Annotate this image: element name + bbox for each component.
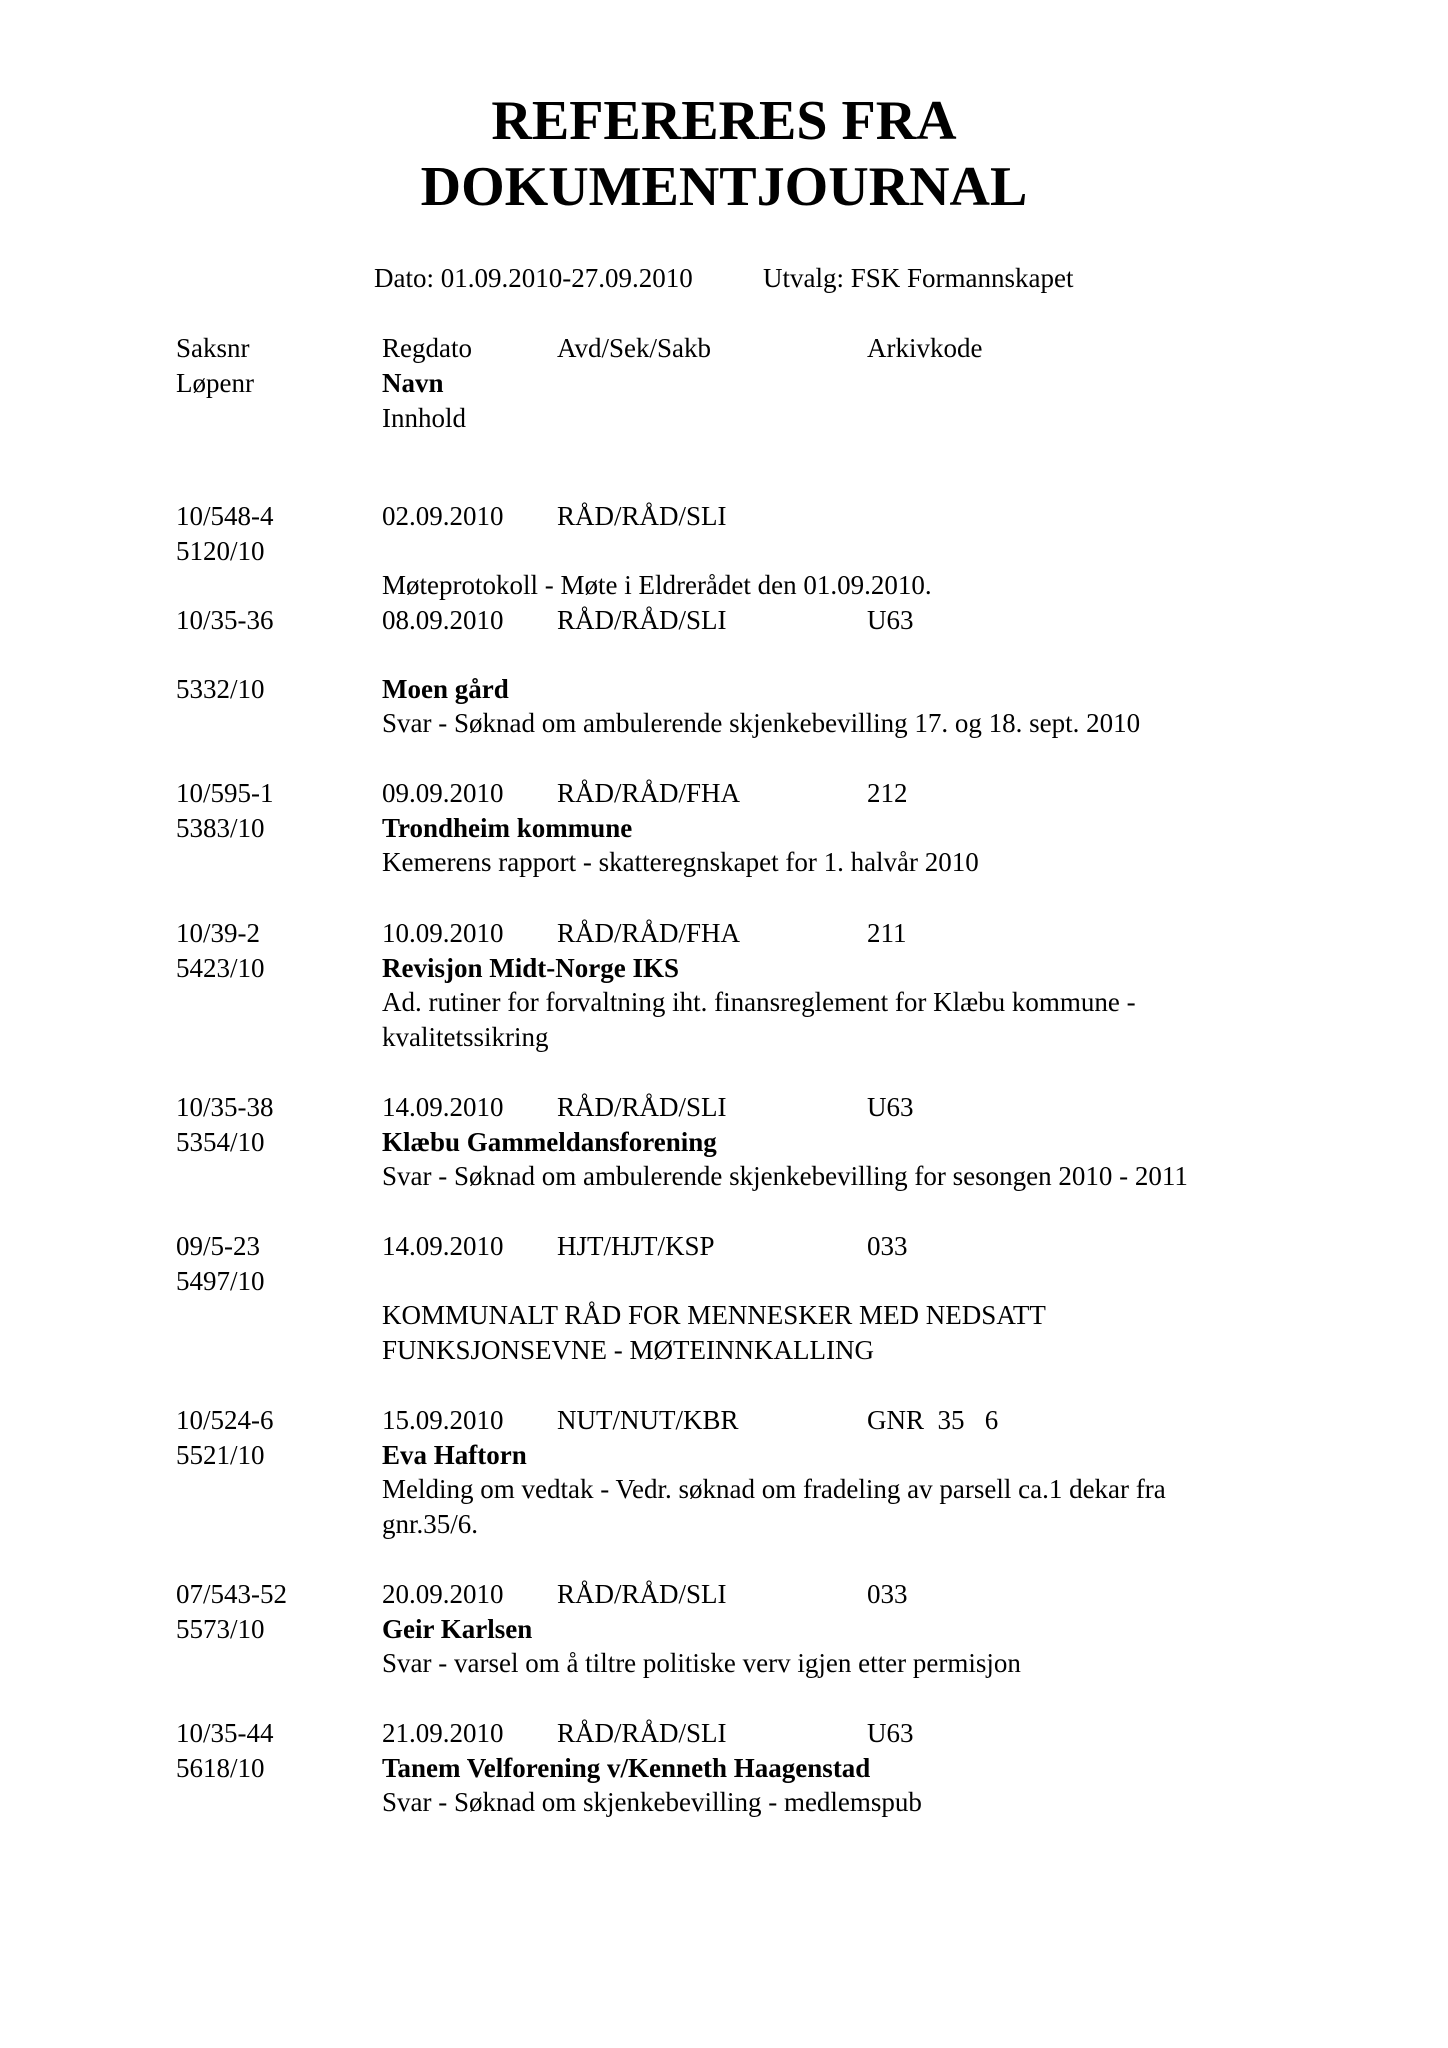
header-avd: Avd/Sek/Sakb (557, 333, 711, 363)
entry-arkivkode: U63 (867, 1718, 914, 1748)
entry-saksnr: 07/543-52 (176, 1579, 287, 1609)
entry-innhold: Svar - Søknad om skjenkebevilling - medlemspub (382, 1787, 922, 1817)
entry-innhold: Ad. rutiner for forvaltning iht. finansreglement for Klæbu kommune - kvalitetssikring (382, 987, 1136, 1052)
header-innhold: Innhold (382, 403, 466, 433)
entry-avd: RÅD/RÅD/SLI (557, 1579, 727, 1609)
entry-lopenr: 5354/10 (176, 1127, 265, 1157)
entry-lopenr: 5383/10 (176, 813, 265, 843)
entry-lopenr: 5618/10 (176, 1753, 265, 1783)
committee: Utvalg: FSK Formannskapet (763, 263, 1074, 293)
entry-regdato: 15.09.2010 (382, 1405, 504, 1435)
header-navn: Navn (382, 368, 444, 398)
entry-avd: RÅD/RÅD/FHA (557, 778, 741, 808)
entry-navn: Revisjon Midt-Norge IKS (382, 953, 679, 983)
entry-innhold: Svar - Søknad om ambulerende skjenkebevilling for sesongen 2010 - 2011 (382, 1161, 1188, 1191)
entry-navn: Eva Haftorn (382, 1440, 527, 1470)
entry-saksnr: 10/524-6 (176, 1405, 274, 1435)
entry-lopenr: 5573/10 (176, 1614, 265, 1644)
entry-lopenr: 5497/10 (176, 1266, 265, 1296)
entry-saksnr: 10/35-38 (176, 1092, 274, 1122)
entry-arkivkode: 033 (867, 1579, 908, 1609)
entry-navn: Moen gård (382, 674, 509, 704)
header-arkivkode: Arkivkode (867, 333, 983, 363)
entry-avd: NUT/NUT/KBR (557, 1405, 739, 1435)
entry-innhold: Kemerens rapport - skatteregnskapet for 1. halvår 2010 (382, 847, 979, 877)
entry-regdato: 10.09.2010 (382, 918, 504, 948)
entry-regdato: 21.09.2010 (382, 1718, 504, 1748)
entry-navn: Trondheim kommune (382, 813, 633, 843)
entry-regdato: 14.09.2010 (382, 1231, 504, 1261)
entry-avd: RÅD/RÅD/SLI (557, 605, 727, 635)
entry-regdato: 08.09.2010 (382, 605, 504, 635)
entry-saksnr: 10/35-36 (176, 605, 274, 635)
entry-arkivkode: U63 (867, 1092, 914, 1122)
header-saksnr: Saksnr (176, 333, 250, 363)
entry-arkivkode: U63 (867, 605, 914, 635)
entry-innhold: Melding om vedtak - Vedr. søknad om fradeling av parsell ca.1 dekar fra gnr.35/6. (382, 1474, 1166, 1539)
entry-regdato: 09.09.2010 (382, 778, 504, 808)
entry-innhold: Svar - varsel om å tiltre politiske verv igjen etter permisjon (382, 1648, 1021, 1678)
entry-avd: RÅD/RÅD/SLI (557, 1092, 727, 1122)
header-regdato: Regdato (382, 333, 472, 363)
entry-saksnr: 10/35-44 (176, 1718, 274, 1748)
entry-innhold: KOMMUNALT RÅD FOR MENNESKER MED NEDSATT FUNKSJONSEVNE - MØTEINNKALLING (382, 1300, 1046, 1365)
entry-arkivkode: 211 (867, 918, 907, 948)
entry-saksnr: 10/548-4 (176, 501, 274, 531)
entry-saksnr: 10/595-1 (176, 778, 274, 808)
entry-avd: RÅD/RÅD/SLI (557, 1718, 727, 1748)
date-range: Dato: 01.09.2010-27.09.2010 (374, 263, 693, 293)
entry-avd: RÅD/RÅD/SLI (557, 501, 727, 531)
page-title (0, 88, 1448, 220)
entry-avd: HJT/HJT/KSP (557, 1231, 715, 1261)
entry-lopenr: 5120/10 (176, 536, 265, 566)
entry-regdato: 20.09.2010 (382, 1579, 504, 1609)
title-line-1: REFERERES FRA (491, 90, 957, 152)
entry-innhold: Svar - Søknad om ambulerende skjenkebevilling 17. og 18. sept. 2010 (382, 708, 1141, 738)
entry-lopenr: 5521/10 (176, 1440, 265, 1470)
entry-saksnr: 09/5-23 (176, 1231, 260, 1261)
entry-saksnr: 10/39-2 (176, 918, 260, 948)
entry-avd: RÅD/RÅD/FHA (557, 918, 741, 948)
entry-navn: Geir Karlsen (382, 1614, 533, 1644)
entry-innhold: Møteprotokoll - Møte i Eldrerådet den 01.09.2010. (382, 570, 932, 600)
title-line-2: DOKUMENTJOURNAL (420, 156, 1028, 218)
entry-navn: Klæbu Gammeldansforening (382, 1127, 717, 1157)
entry-arkivkode: 033 (867, 1231, 908, 1261)
entry-navn: Tanem Velforening v/Kenneth Haagenstad (382, 1753, 871, 1783)
entry-regdato: 02.09.2010 (382, 501, 504, 531)
header-lopenr: Løpenr (176, 368, 254, 398)
entry-regdato: 14.09.2010 (382, 1092, 504, 1122)
entry-lopenr: 5423/10 (176, 953, 265, 983)
entry-arkivkode: GNR 35 6 (867, 1405, 999, 1435)
entry-lopenr: 5332/10 (176, 674, 265, 704)
entry-arkivkode: 212 (867, 778, 908, 808)
